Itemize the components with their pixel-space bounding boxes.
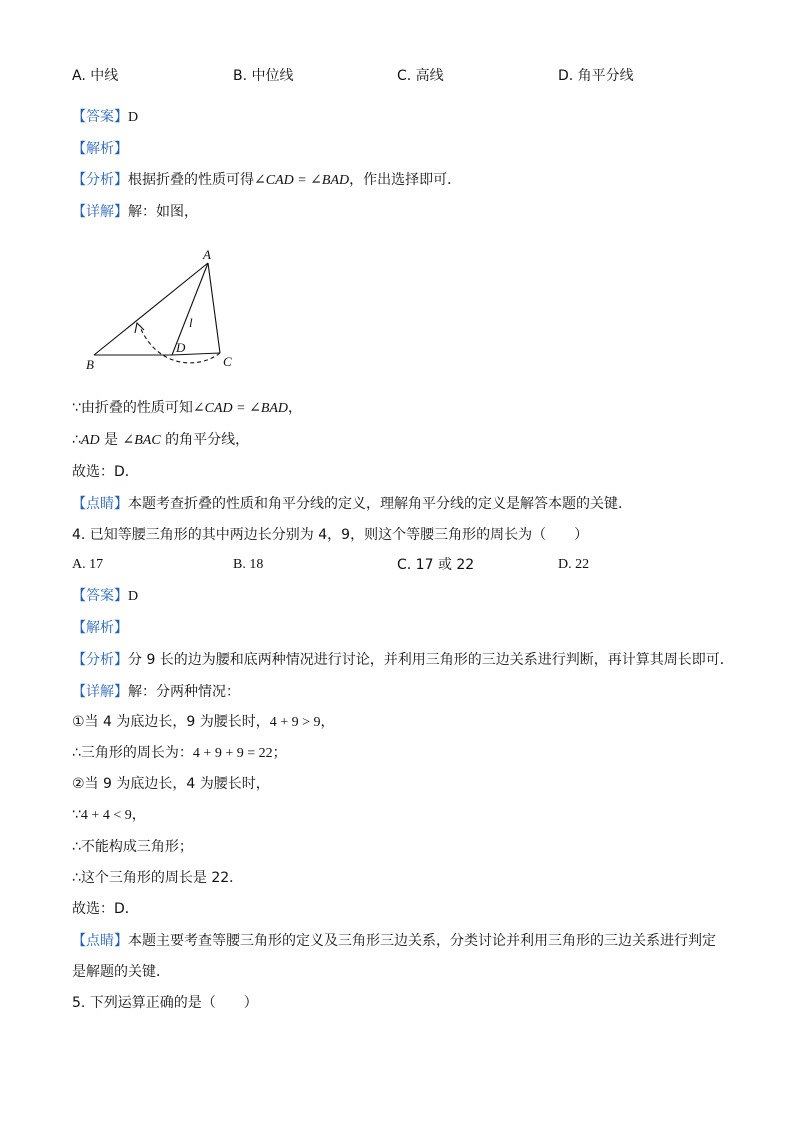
q4-choose: 故选：D． xyxy=(72,901,139,917)
answer-tag: 【答案】 xyxy=(72,109,128,125)
label-c: C xyxy=(223,354,232,369)
q3-answer xyxy=(72,107,138,128)
option-a: A. 中线 xyxy=(72,68,119,84)
label-b: B xyxy=(86,357,94,372)
ineq-math: 4 + 4 < 9 xyxy=(80,808,132,823)
step2-therefore: ∴ xyxy=(72,432,81,448)
option-d: D. 角平分线 xyxy=(558,68,634,84)
fenxi-tag: 【分析】 xyxy=(72,652,128,668)
fenxi-tag: 【分析】 xyxy=(72,172,128,188)
q4-analysis-heading: 【解析】 xyxy=(72,620,128,636)
answer-tag: 【答案】 xyxy=(72,588,128,604)
q3-detail xyxy=(72,202,198,222)
step2-text: 是 xyxy=(99,432,123,448)
detail-tag: 【详解】 xyxy=(72,204,128,220)
fenxi-text: 分 9 长的边为腰和底两种情况进行讨论，并利用三角形的三边关系进行判断，再计算其周长即可． xyxy=(128,652,734,668)
q3-comment xyxy=(72,494,632,514)
q4-result: ∴这个三角形的周长是 22． xyxy=(72,870,244,886)
q4-question: 4. 已知等腰三角形的其中两边长分别为 4，9，则这个等腰三角形的周长为（ ） xyxy=(72,527,589,543)
q3-step1 xyxy=(72,398,302,419)
option-b: B. 中位线 xyxy=(233,68,294,84)
ineq-because: ∵ xyxy=(72,807,81,823)
q3-fenxi xyxy=(72,170,461,191)
answer-value: D xyxy=(128,589,139,604)
step1-text: ∵由折叠的性质可知 xyxy=(72,400,193,416)
q4-comment-line2: 是解题的关键． xyxy=(72,964,170,980)
comment-tag: 【点睛】 xyxy=(72,933,128,949)
q3-step2 xyxy=(72,430,249,451)
comment-tag: 【点睛】 xyxy=(72,496,128,512)
q4-option-c: C. 17 或 22 xyxy=(397,557,475,573)
q5-question: 5. 下列运算正确的是（ ） xyxy=(72,995,258,1011)
label-l: l xyxy=(189,315,193,330)
case1-text: ①当 4 为底边长，9 为腰长时， xyxy=(72,714,270,730)
step2-end: 的角平分线， xyxy=(160,432,250,448)
case1-math: 4 + 9 > 9 xyxy=(269,715,321,730)
q4-detail xyxy=(72,682,240,702)
q4-case2: ②当 9 为底边长，4 为腰长时， xyxy=(72,776,270,792)
answer-value: D xyxy=(128,110,139,125)
ineq-end: ， xyxy=(131,807,146,823)
q4-case1 xyxy=(72,712,335,733)
perim-math: 4 + 9 + 9 = 22 xyxy=(192,746,273,761)
q4-comment xyxy=(72,931,716,951)
option-c: C. 高线 xyxy=(397,68,444,84)
q3-choose: 故选：D． xyxy=(72,464,139,480)
q4-option-b: B. 18 xyxy=(233,557,264,572)
q4-answer xyxy=(72,586,138,607)
step2-math1: AD xyxy=(80,433,100,448)
fenxi-text-end: ，作出选择即可． xyxy=(349,172,462,188)
perim-end: ； xyxy=(272,745,287,761)
detail-text: 解：分两种情况： xyxy=(128,684,240,700)
q4-fenxi xyxy=(72,650,734,670)
detail-text: 解：如图， xyxy=(128,204,198,220)
fenxi-math: ∠CAD = ∠BAD xyxy=(254,173,350,188)
step1-end: ， xyxy=(288,400,303,416)
q4-cannot: ∴不能构成三角形； xyxy=(72,839,193,855)
label-d: D xyxy=(176,340,186,355)
perim-text: ∴三角形的周长为： xyxy=(72,745,193,761)
q4-option-d: D. 22 xyxy=(558,557,590,572)
case1-end: ， xyxy=(320,714,335,730)
q3-analysis-heading: 【解析】 xyxy=(72,141,128,157)
step2-math2: ∠BAC xyxy=(122,433,161,448)
label-a: A xyxy=(203,247,211,262)
q4-inequality xyxy=(72,805,146,826)
fenxi-text: 根据折叠的性质可得 xyxy=(128,172,254,188)
q4-perimeter xyxy=(72,743,287,764)
step1-math: ∠CAD = ∠BAD xyxy=(192,401,289,416)
detail-tag: 【详解】 xyxy=(72,684,128,700)
comment-text: 本题考查折叠的性质和角平分线的定义，理解角平分线的定义是解答本题的关键． xyxy=(128,496,632,512)
segment-ab xyxy=(94,263,208,355)
comment-text: 本题主要考查等腰三角形的定义及三角形三边关系，分类讨论并利用三角形的三边关系进行判定 xyxy=(128,933,716,949)
q4-option-a: A. 17 xyxy=(72,557,104,572)
segment-ac xyxy=(208,263,220,353)
fold-figure xyxy=(80,245,250,375)
